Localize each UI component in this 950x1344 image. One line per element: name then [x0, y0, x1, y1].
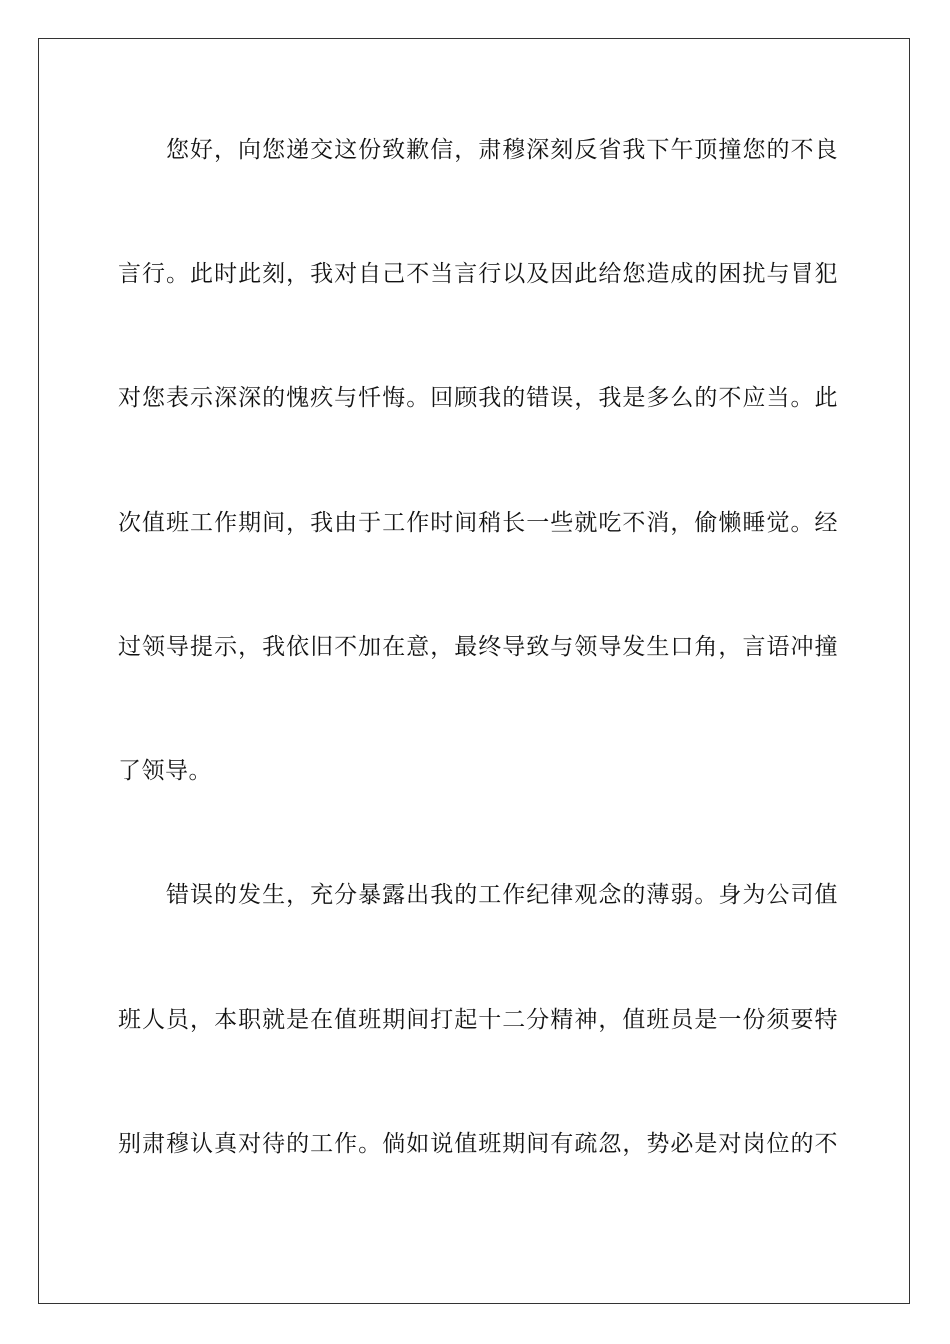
paragraph-1-line-1: 您好，向您递交这份致歉信，肃穆深刻反省我下午顶撞您的不良	[166, 137, 838, 163]
paragraph-1-line-4: 次值班工作期间，我由于工作时间稍长一些就吃不消，偷懒睡觉。经	[118, 510, 838, 536]
page-border	[38, 38, 910, 1304]
paragraph-1-line-6: 了领导。	[118, 758, 212, 784]
paragraph-2-line-1: 错误的发生，充分暴露出我的工作纪律观念的薄弱。身为公司值	[166, 882, 838, 908]
paragraph-2-line-3: 别肃穆认真对待的工作。倘如说值班期间有疏忽，势必是对岗位的不	[118, 1131, 838, 1157]
paragraph-2-line-2: 班人员，本职就是在值班期间打起十二分精神，值班员是一份须要特	[118, 1007, 838, 1033]
paragraph-1-line-3: 对您表示深深的愧疚与忏悔。回顾我的错误，我是多么的不应当。此	[118, 385, 838, 411]
paragraph-1-line-5: 过领导提示，我依旧不加在意，最终导致与领导发生口角，言语冲撞	[118, 634, 838, 660]
paragraph-1-line-2: 言行。此时此刻，我对自己不当言行以及因此给您造成的困扰与冒犯	[118, 261, 838, 287]
